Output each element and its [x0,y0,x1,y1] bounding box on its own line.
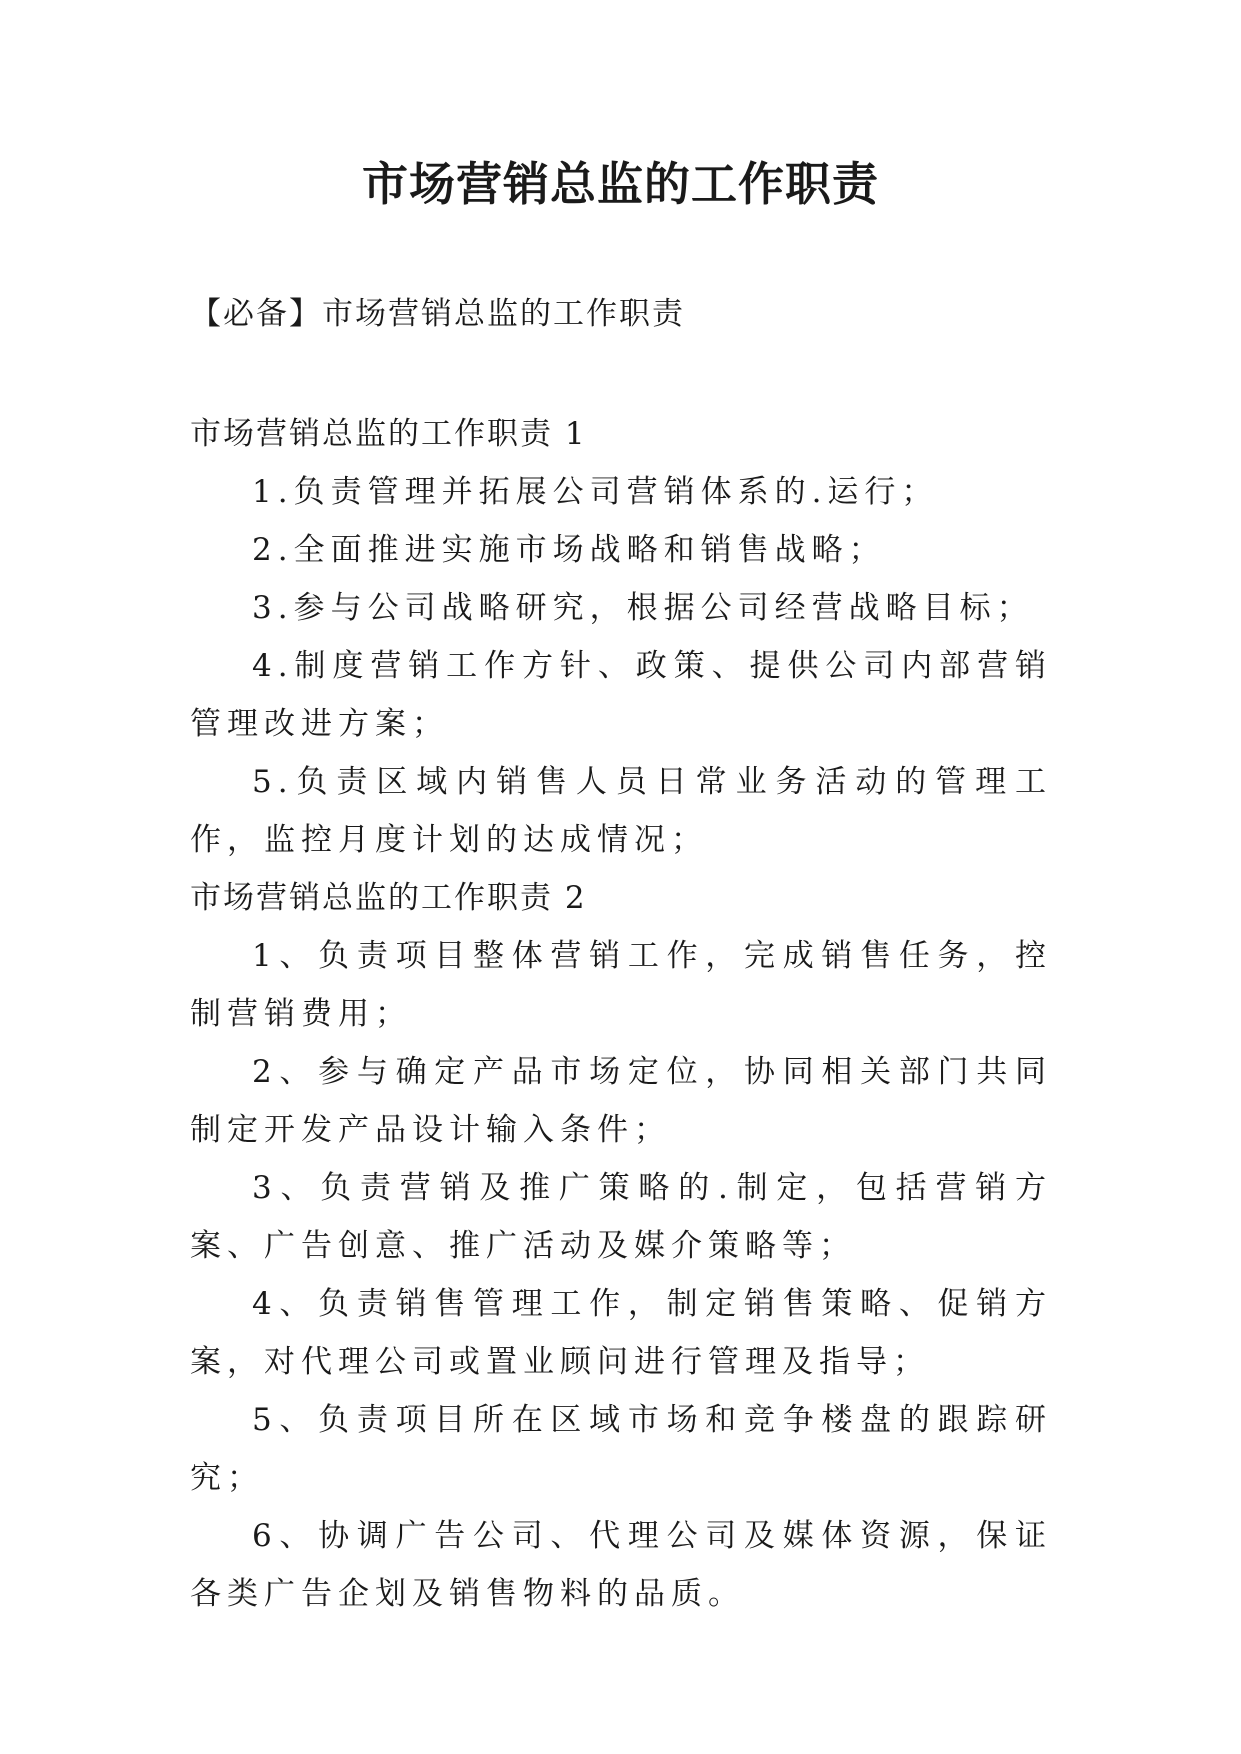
duty-item: 2、参与确定产品市场定位，协同相关部门共同制定开发产品设计输入条件； [190,1054,1052,1148]
duty-item: 5.负责区域内销售人员日常业务活动的管理工作，监控月度计划的达成情况； [190,764,1052,858]
duty-item: 3、负责营销及推广策略的.制定，包括营销方案、广告创意、推广活动及媒介策略等； [190,1170,1052,1264]
duty-item: 2.全面推进实施市场战略和销售战略； [252,532,886,568]
duty-item: 4、负责销售管理工作，制定销售策略、促销方案，对代理公司或置业顾问进行管理及指导； [190,1286,1052,1380]
duty-item: 4.制度营销工作方针、政策、提供公司内部营销管理改进方案； [190,648,1052,742]
duty-item: 5、负责项目所在区域市场和竞争楼盘的跟踪研究； [190,1402,1052,1496]
section-heading: 市场营销总监的工作职责 2 [190,880,587,916]
document-subtitle: 【必备】市场营销总监的工作职责 [190,296,685,332]
duty-item: 6、协调广告公司、代理公司及媒体资源，保证各类广告企划及销售物料的品质。 [190,1518,1052,1612]
document-body [190,405,1052,1623]
duty-item: 1.负责管理并拓展公司营销体系的.运行； [252,474,939,510]
duty-item: 3.参与公司战略研究，根据公司经营战略目标； [252,590,1034,626]
duty-item: 1、负责项目整体营销工作，完成销售任务，控制营销费用； [190,938,1052,1032]
section-heading: 市场营销总监的工作职责 1 [190,416,587,452]
document-title: 市场营销总监的工作职责 [362,157,879,211]
